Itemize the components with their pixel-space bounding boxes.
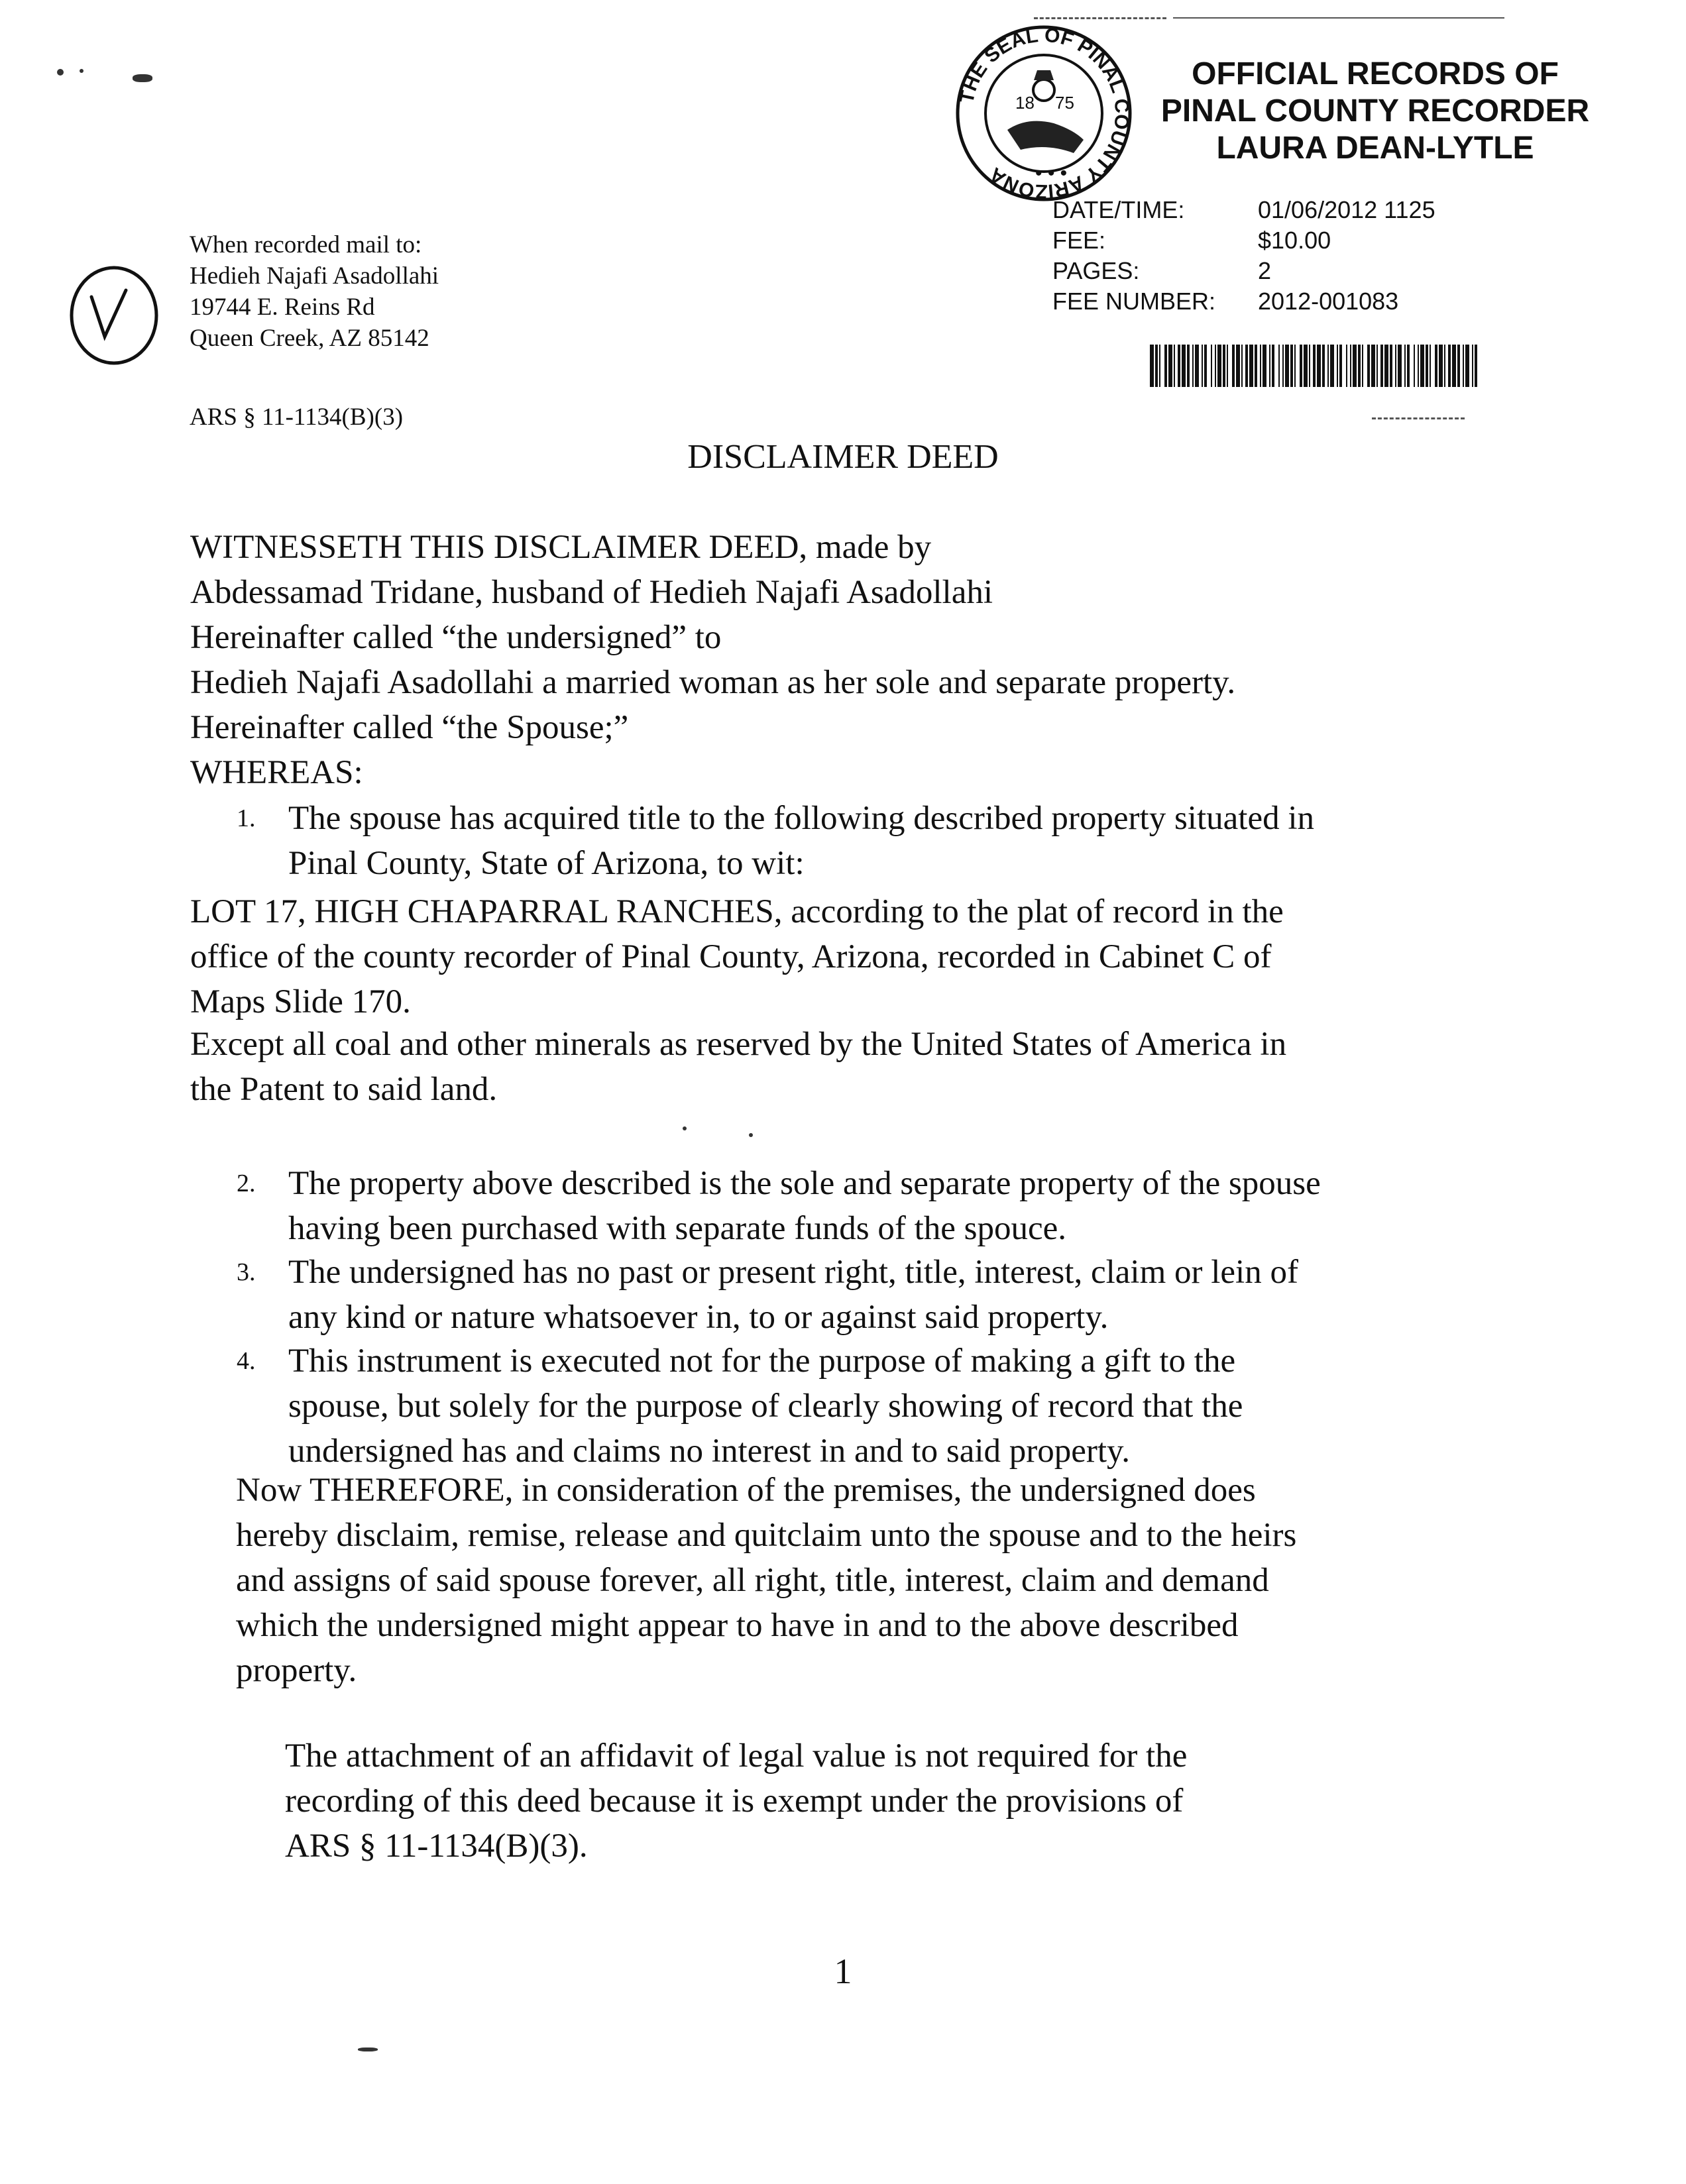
scan-mark bbox=[1034, 17, 1166, 19]
ars-reference: ARS § 11-1134(B)(3) bbox=[190, 404, 404, 431]
recording-info-value: $10.00 bbox=[1258, 227, 1331, 254]
seal-year-right: 75 bbox=[1055, 93, 1074, 113]
intro-line: WHEREAS: bbox=[190, 754, 363, 791]
mail-to-heading: When recorded mail to: bbox=[190, 231, 422, 258]
recorder-header bbox=[1130, 56, 1620, 167]
affidavit-paragraph bbox=[285, 1733, 1412, 1869]
intro-line: WITNESSETH THIS DISCLAIMER DEED, made by bbox=[190, 529, 932, 566]
recording-info-row bbox=[1052, 256, 1435, 286]
affidavit-line: recording of this deed because it is exempt under the provisions of bbox=[285, 1782, 1184, 1820]
scan-mark bbox=[1372, 417, 1465, 419]
recording-info-label: PAGES: bbox=[1052, 257, 1140, 284]
recorder-line-3: LAURA DEAN-LYTLE bbox=[1216, 131, 1534, 166]
affidavit-line: The attachment of an affidavit of legal value is not required for the bbox=[285, 1737, 1188, 1774]
seal-text: THE SEAL OF PINAL COUNTY ARIZONA bbox=[956, 24, 1133, 203]
recording-info-row bbox=[1052, 286, 1435, 317]
scan-speck bbox=[683, 1126, 687, 1130]
list-item-text bbox=[288, 1250, 1481, 1340]
list-item-number: 4. bbox=[237, 1347, 256, 1375]
page-number: 1 bbox=[834, 1951, 852, 1991]
mail-to-street: 19744 E. Reins Rd bbox=[190, 294, 375, 321]
scan-speck bbox=[80, 69, 84, 73]
scan-mark bbox=[1173, 17, 1504, 19]
county-seal-icon bbox=[954, 24, 1133, 203]
list-item-line: any kind or nature whatsoever in, to or against said property. bbox=[288, 1299, 1109, 1336]
recording-info-value: 01/06/2012 1125 bbox=[1258, 196, 1435, 223]
legal-description-line: office of the county recorder of Pinal County, Arizona, recorded in Cabinet C of bbox=[190, 938, 1272, 975]
legal-description-line: LOT 17, HIGH CHAPARRAL RANCHES, according to the plat of record in the bbox=[190, 893, 1284, 930]
affidavit-line: ARS § 11-1134(B)(3). bbox=[285, 1828, 588, 1865]
list-item-line: The undersigned has no past or present right, title, interest, claim or lein of bbox=[288, 1254, 1298, 1291]
list-item-line: The spouse has acquired title to the following described property situated in bbox=[288, 800, 1315, 837]
list-item-number: 2. bbox=[237, 1170, 256, 1197]
list-item bbox=[237, 1338, 1481, 1474]
legal-description-line: Maps Slide 170. bbox=[190, 983, 411, 1020]
scan-speck bbox=[358, 2048, 378, 2051]
list-item-line: This instrument is executed not for the purpose of making a gift to the bbox=[288, 1342, 1236, 1380]
exception-line: the Patent to said land. bbox=[190, 1071, 498, 1108]
therefore-paragraph bbox=[236, 1468, 1495, 1693]
recording-info-value: 2012-001083 bbox=[1258, 288, 1399, 315]
recording-info-label: FEE NUMBER: bbox=[1052, 288, 1216, 315]
scan-speck bbox=[133, 74, 152, 82]
therefore-line: Now THEREFORE, in consideration of the premises, the undersigned does bbox=[236, 1472, 1256, 1509]
intro-line: Abdessamad Tridane, husband of Hedieh Najafi Asadollahi bbox=[190, 574, 993, 611]
recording-info-row bbox=[1052, 195, 1435, 225]
barcode-icon bbox=[1150, 345, 1481, 387]
mail-to-block bbox=[190, 229, 439, 354]
list-item bbox=[237, 796, 1481, 886]
list-item-line: The property above described is the sole and separate property of the spouse bbox=[288, 1165, 1321, 1202]
mail-to-name: Hedieh Najafi Asadollahi bbox=[190, 262, 439, 290]
recording-info-label: FEE: bbox=[1052, 227, 1106, 254]
mail-to-city: Queen Creek, AZ 85142 bbox=[190, 325, 429, 352]
seal-year-left: 18 bbox=[1015, 93, 1035, 113]
list-item bbox=[237, 1161, 1481, 1251]
list-item-line: Pinal County, State of Arizona, to wit: bbox=[288, 845, 805, 882]
list-item-line: spouse, but solely for the purpose of clearly showing of record that the bbox=[288, 1388, 1243, 1425]
therefore-line: which the undersigned might appear to have in and to the above described bbox=[236, 1607, 1239, 1644]
circled-mark-icon bbox=[65, 257, 163, 370]
intro-paragraph bbox=[190, 525, 1235, 795]
intro-line: Hedieh Najafi Asadollahi a married woman as her sole and separate property. bbox=[190, 664, 1236, 701]
list-item-text bbox=[288, 796, 1481, 886]
therefore-line: and assigns of said spouse forever, all right, title, interest, claim and demand bbox=[236, 1562, 1269, 1599]
therefore-line: hereby disclaim, remise, release and quitclaim unto the spouse and to the heirs bbox=[236, 1517, 1297, 1554]
list-item-line: having been purchased with separate funds of the spouce. bbox=[288, 1210, 1067, 1247]
therefore-line: property. bbox=[236, 1652, 357, 1689]
list-item-number: 3. bbox=[237, 1258, 256, 1286]
recorder-line-1: OFFICIAL RECORDS OF bbox=[1192, 56, 1559, 91]
recording-info-row bbox=[1052, 225, 1435, 256]
scan-speck bbox=[57, 69, 64, 76]
list-item-line: undersigned has and claims no interest in and to said property. bbox=[288, 1433, 1130, 1470]
recording-info-label: DATE/TIME: bbox=[1052, 196, 1185, 223]
exception-paragraph bbox=[190, 1022, 1516, 1112]
exception-line: Except all coal and other minerals as reserved by the United States of America in bbox=[190, 1026, 1287, 1063]
intro-line: Hereinafter called “the Spouse;” bbox=[190, 709, 629, 746]
list-item-number: 1. bbox=[237, 804, 256, 832]
recording-info bbox=[1052, 195, 1435, 317]
list-item bbox=[237, 1250, 1481, 1340]
legal-description bbox=[190, 889, 1516, 1024]
svg-text:• • •: • • • bbox=[1035, 162, 1068, 184]
list-item-text bbox=[288, 1161, 1481, 1251]
document-title: DISCLAIMER DEED bbox=[687, 438, 999, 476]
scan-speck bbox=[749, 1133, 753, 1137]
recording-info-value: 2 bbox=[1258, 257, 1272, 284]
recorder-line-2: PINAL COUNTY RECORDER bbox=[1160, 93, 1590, 129]
intro-line: Hereinafter called “the undersigned” to bbox=[190, 619, 722, 656]
list-item-text bbox=[288, 1338, 1481, 1474]
